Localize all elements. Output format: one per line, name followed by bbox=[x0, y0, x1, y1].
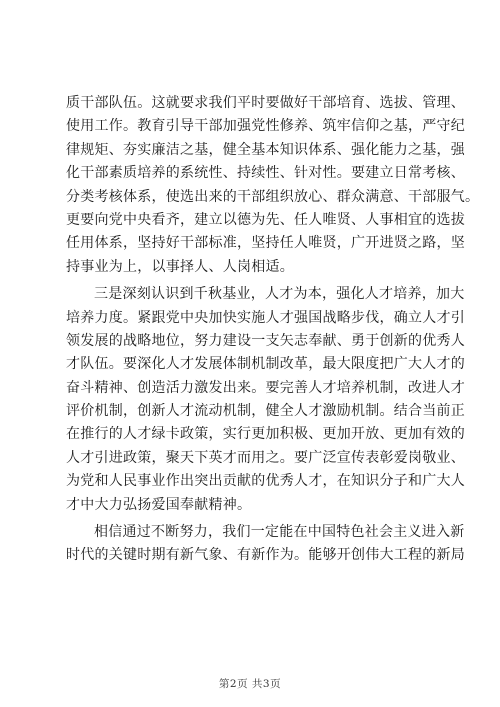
text-line: 才中大力弘扬爱国奉献精神。 bbox=[66, 496, 252, 513]
paragraph bbox=[66, 283, 465, 517]
paragraph bbox=[66, 521, 465, 568]
text-line: 持事业为上，以事择人、人岗相适。 bbox=[66, 258, 294, 275]
text-line: 人才引进政策，聚天下英才而用之。要广泛宣传表彰爱岗敬业、 bbox=[66, 449, 465, 466]
text-line: 任用体系，坚持好干部标准，坚持任人唯贤，广开进贤之路，坚 bbox=[66, 235, 465, 252]
page-footer: 第2页 共3页 bbox=[218, 678, 282, 690]
document-body bbox=[66, 92, 480, 568]
text-line: 领发展的战略地位，努力建设一支矢志奉献、勇于创新的优秀人 bbox=[66, 332, 465, 349]
text-line: 评价机制，创新人才流动机制，健全人才激励机制。结合当前正 bbox=[66, 403, 465, 420]
text-line: 培养力度。紧跟党中央加快实施人才强国战略步伐，确立人才引 bbox=[66, 309, 465, 326]
text-line: 在推行的人才绿卡政策，实行更加积极、更加开放、更加有效的 bbox=[66, 426, 465, 443]
text-line: 分类考核体系，使选出来的干部组织放心、群众满意、干部服气。 bbox=[66, 188, 480, 205]
text-line: 律规矩、夯实廉洁之基，健全基本知识体系、强化能力之基，强 bbox=[66, 141, 465, 158]
text-line: 三是深刻认识到千秋基业，人才为本，强化人才培养，加大 bbox=[94, 286, 465, 303]
text-line: 质干部队伍。这就要求我们平时要做好干部培育、选拔、管理、 bbox=[66, 95, 465, 111]
text-line: 相信通过不断努力，我们一定能在中国特色社会主义进入新 bbox=[94, 524, 465, 541]
text-line: 才队伍。要深化人才发展体制机制改革，最大限度把广大人才的 bbox=[66, 356, 465, 373]
text-line: 时代的关键时期有新气象、有新作为。能够开创伟大工程的新局 bbox=[66, 547, 465, 564]
paragraph bbox=[66, 92, 480, 279]
text-line: 更要向党中央看齐，建立以德为先、任人唯贤、人事相宜的选拔 bbox=[66, 211, 465, 228]
text-line: 奋斗精神、创造活力激发出来。要完善人才培养机制，改进人才 bbox=[66, 379, 465, 396]
text-line: 为党和人民事业作出突出贡献的优秀人才，在知识分子和广大人 bbox=[66, 473, 465, 490]
text-line: 使用工作。教育引导干部加强党性修养、筑牢信仰之基，严守纪 bbox=[66, 118, 465, 135]
text-line: 化干部素质培养的系统性、持续性、针对性。要建立日常考核、 bbox=[66, 165, 465, 182]
